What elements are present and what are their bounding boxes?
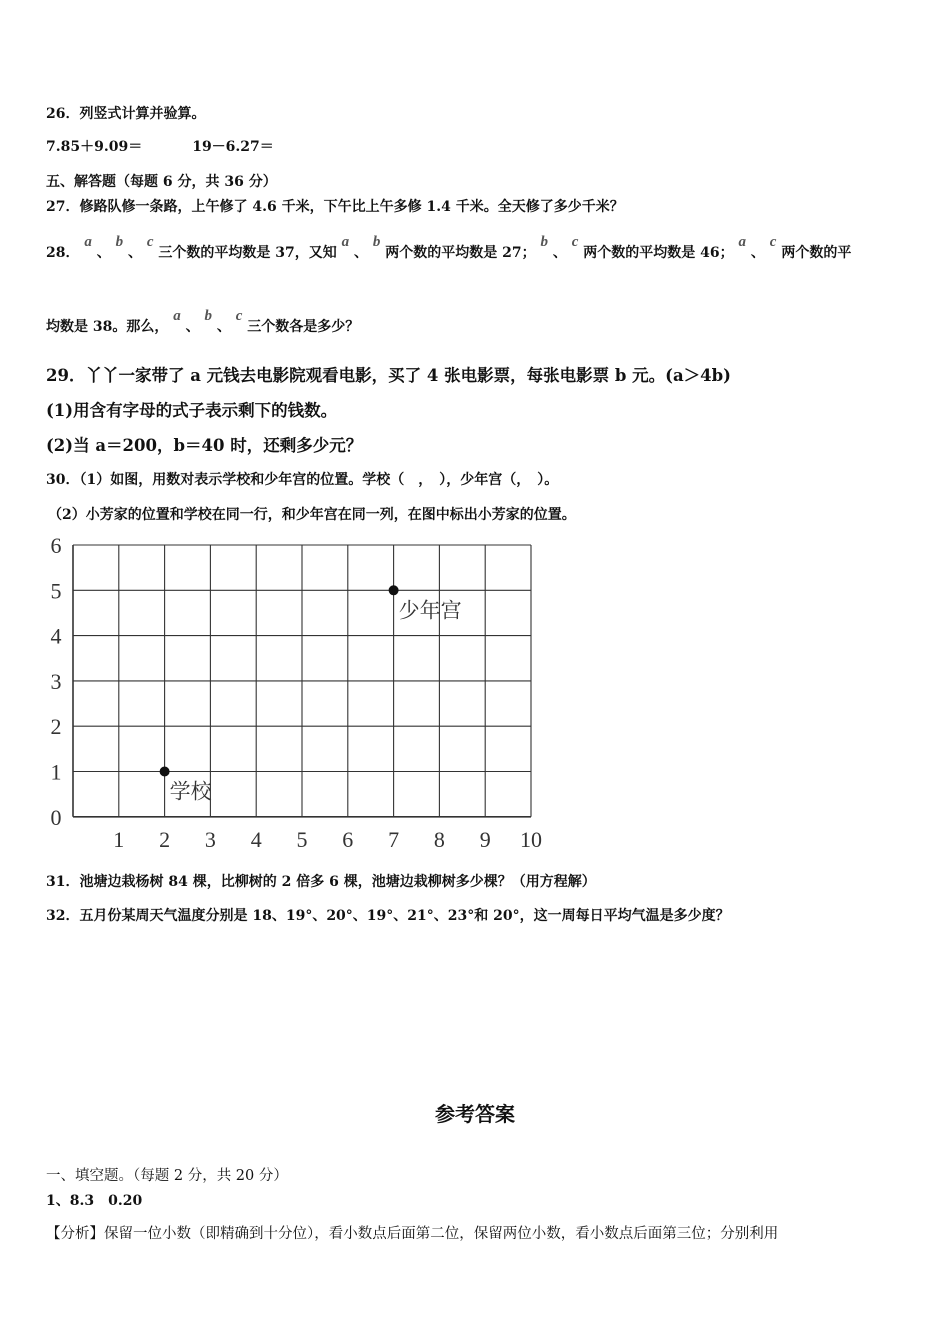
q29-part1: (1)用含有字母的式子表示剩下的钱数。 [46,401,338,420]
x-tick-label: 10 [520,826,542,852]
q30-part1: 30．（1）如图，用数对表示学校和少年宫的位置。学校（ ， ），少年宫（， ）。 [46,472,559,488]
q26-expr1: 7.85＋9.09＝ [46,139,143,155]
x-tick-label: 9 [479,826,491,852]
x-tick-label: 8 [433,826,445,852]
x-tick-label: 7 [388,826,400,852]
q30-part2: （2）小芳家的位置和学校在同一行，和少年宫在同一列，在图中标出小芳家的位置。 [48,507,576,523]
section5-heading: 五、解答题（每题 6 分，共 36 分） [46,174,277,190]
x-tick-label: 5 [296,826,308,852]
point-label: 学校 [169,779,212,804]
point-label: 少年宫 [398,598,462,623]
y-tick-label: 2 [50,714,62,740]
x-tick-label: 6 [342,826,354,852]
coordinate-grid [40,532,550,852]
q26-title: 26．列竖式计算并验算。 [46,106,206,122]
q31-text: 31．池塘边栽杨树 84 棵，比柳树的 2 倍多 6 棵，池塘边栽柳树多少棵？（用方程解） [46,874,596,890]
y-tick-label: 5 [50,578,62,604]
answer-analysis: 【分析】保留一位小数（即精确到十分位），看小数点后面第二位，保留两位小数，看小数点后面第三位；分别利用 [46,1226,779,1242]
q28-line1: 28． a 、 b 、 c 三个数的平均数是 37，又知 a 、 b 两个数的平均数是 27； b 、 c 两个数的平均数是 46； a 、 c 两个数的平 [46,234,852,261]
answer-1: 1、8.3 0.20 [46,1193,143,1209]
point-marker [389,585,399,595]
answers-title: 参考答案 [435,1102,515,1126]
answers-section1: 一、填空题。（每题 2 分，共 20 分） [46,1168,288,1184]
q29-text: 29．丫丫一家带了 a 元钱去电影院观看电影，买了 4 张电影票，每张电影票 b 元。(a＞4b) [46,366,731,385]
y-tick-label: 4 [50,623,62,649]
y-tick-label: 1 [50,759,62,785]
x-tick-label: 3 [204,826,216,852]
x-tick-label: 2 [159,826,171,852]
q29-part2: (2)当 a＝200，b＝40 时，还剩多少元？ [46,436,363,455]
y-tick-label: 6 [50,533,62,558]
y-tick-label: 3 [50,668,62,694]
point-marker [160,767,170,777]
y-tick-label: 0 [50,804,62,830]
x-tick-label: 1 [113,826,125,852]
q28-line2: 均数是 38。那么， a 、 b 、 c 三个数各是多少？ [46,308,360,335]
q32-text: 32．五月份某周天气温度分别是 18、19°、20°、19°、21°、23°和 20°，这一周每日平均气温是多少度？ [46,908,730,924]
q26-expr2: 19－6.27＝ [192,139,274,155]
x-tick-label: 4 [250,826,262,852]
q26-expressions [46,136,274,156]
q27-text: 27．修路队修一条路，上午修了 4.6 千米，下午比上午多修 1.4 千米。全天修了多少千米？ [46,199,624,215]
